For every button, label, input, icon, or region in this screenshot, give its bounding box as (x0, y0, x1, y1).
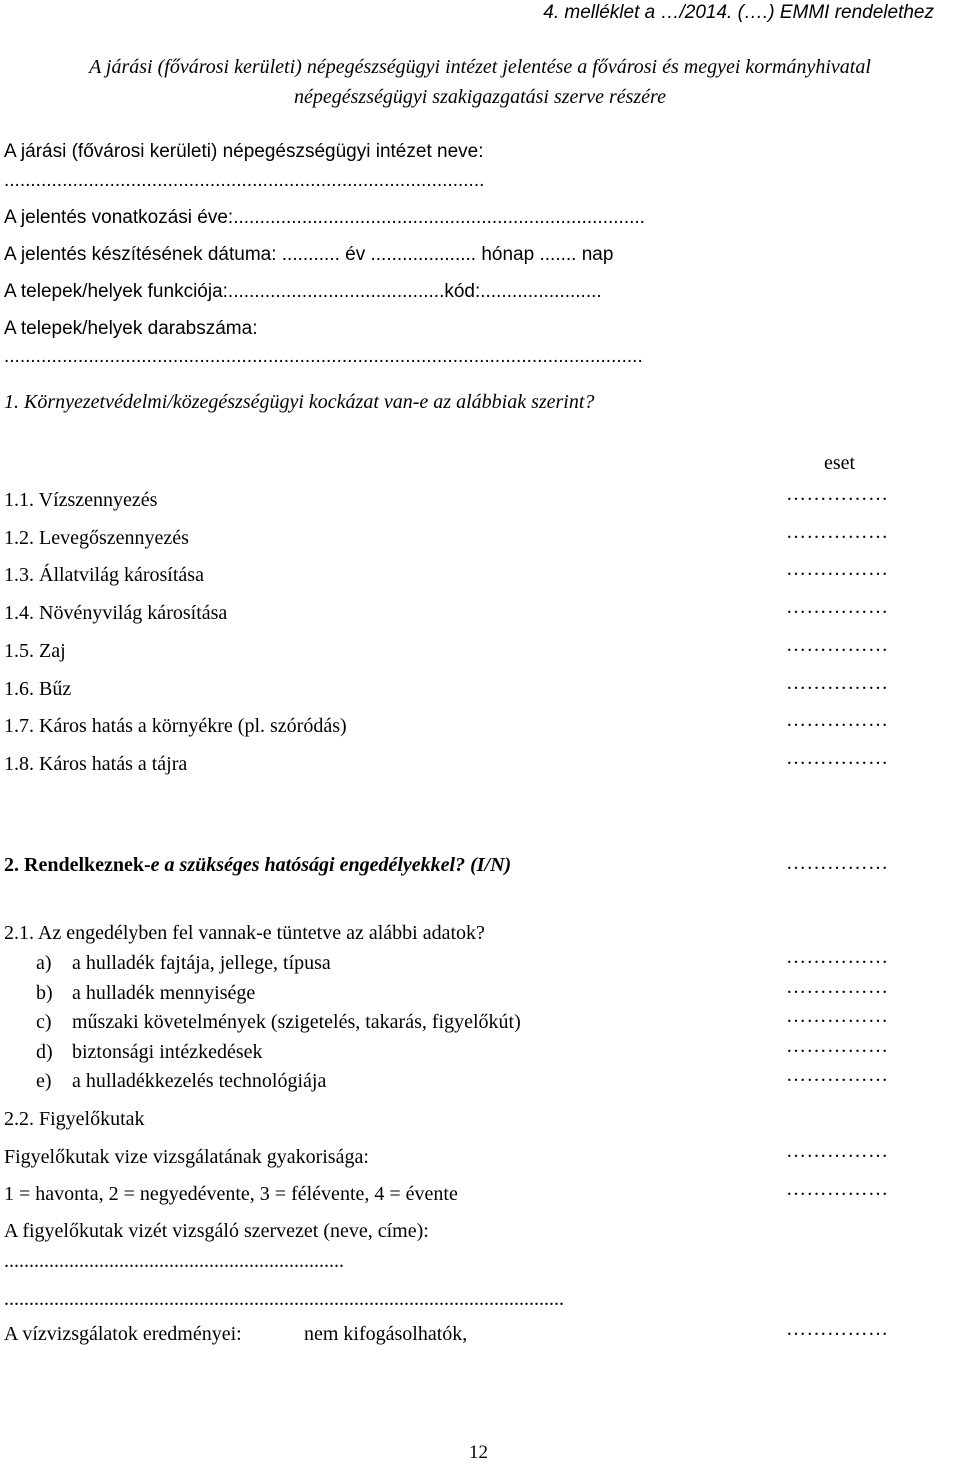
permit-item-text: műszaki követelmények (szigetelés, takarás, figyelőkút) (72, 1011, 521, 1033)
section2-title-rest: e a szükséges hatósági engedélyekkel? (I/N) (150, 854, 512, 876)
risk-item-label: 1.7. Káros hatás a környékre (pl. szóródás) (4, 715, 347, 737)
report-date-month-label: hónap (481, 244, 535, 265)
section2-title (4, 854, 511, 877)
eset-column-header: eset (824, 452, 856, 474)
risk-item-field[interactable]: …………… (786, 634, 889, 656)
report-date-month-field[interactable]: .................... (370, 244, 477, 265)
section2-title-prefix: 2. Rendelkeznek- (4, 854, 151, 876)
risk-item-field[interactable]: …………… (786, 483, 889, 505)
permit-item-letter: d) (36, 1041, 53, 1063)
risk-item-label: 1.5. Zaj (4, 640, 66, 662)
report-year-field[interactable]: A jelentés vonatkozási éve:.............................................................................. (4, 207, 645, 228)
permit-item-field[interactable]: …………… (786, 976, 889, 998)
frequency-scale-field[interactable]: …………… (786, 1178, 889, 1200)
org-label: A figyelőkutak vizét vizsgáló szervezet (neve, címe): (4, 1220, 429, 1242)
annex-header: 4. melléklet a …/2014. (….) EMMI rendelethez (543, 2, 934, 23)
risk-item-field[interactable]: …………… (786, 596, 889, 618)
risk-item-field[interactable]: …………… (786, 558, 889, 580)
report-date-year-field[interactable]: ........... (281, 244, 340, 265)
risk-item-field[interactable]: …………… (786, 521, 889, 543)
report-date-row (4, 244, 613, 266)
site-function-field[interactable]: A telepek/helyek funkciója:.........................................kód:....................... (4, 281, 602, 302)
risk-item-label: 1.4. Növényvilág károsítása (4, 602, 228, 624)
section1-title: 1. Környezetvédelmi/közegészségügyi kockázat van-e az alábbiak szerint? (4, 391, 595, 413)
section2-2-title: 2.2. Figyelőkutak (4, 1108, 145, 1130)
permit-item-field[interactable]: …………… (786, 1064, 889, 1086)
permit-item-letter: c) (36, 1011, 52, 1033)
site-count-field[interactable]: ......................................................................................................................... (4, 346, 643, 367)
permit-item-text: a hulladék fajtája, jellege, típusa (72, 952, 331, 974)
risk-item-field[interactable]: …………… (786, 672, 889, 694)
report-date-label: A jelentés készítésének dátuma: (4, 244, 277, 265)
results-label: A vízvizsgálatok eredményei: (4, 1323, 242, 1345)
frequency-label: Figyelőkutak vize vizsgálatának gyakorisága: (4, 1146, 369, 1168)
permit-item-field[interactable]: …………… (786, 946, 889, 968)
permit-item-field[interactable]: …………… (786, 1005, 889, 1027)
risk-item-field[interactable]: …………… (786, 747, 889, 769)
document-title-line2: népegészségügyi szakigazgatási szerve részére (294, 86, 666, 108)
permit-item-text: biztonsági intézkedések (72, 1041, 263, 1063)
section2-1-title: 2.1. Az engedélyben fel vannak-e tüntetve az alábbi adatok? (4, 922, 485, 944)
institute-name-field[interactable]: ........................................................................................... (4, 170, 485, 191)
org-field-line1[interactable]: .................................................................... (4, 1250, 344, 1272)
risk-item-label: 1.6. Bűz (4, 678, 72, 700)
report-date-day-field[interactable]: ....... (539, 244, 577, 265)
permit-item-letter: b) (36, 982, 53, 1004)
page-number: 12 (469, 1442, 488, 1463)
institute-name-label: A járási (fővárosi kerületi) népegészségügyi intézet neve: (4, 141, 484, 162)
section2-answer-field[interactable]: …………… (786, 852, 889, 874)
results-option: nem kifogásolhatók, (304, 1323, 468, 1345)
results-field[interactable]: …………… (786, 1318, 889, 1340)
report-date-year-label: év (345, 244, 366, 265)
site-count-label: A telepek/helyek darabszáma: (4, 318, 258, 339)
risk-item-field[interactable]: …………… (786, 709, 889, 731)
risk-item-label: 1.8. Káros hatás a tájra (4, 753, 188, 775)
frequency-field[interactable]: …………… (786, 1140, 889, 1162)
org-field-line2[interactable]: ................................................................................................................ (4, 1288, 564, 1310)
risk-item-label: 1.2. Levegőszennyezés (4, 527, 189, 549)
permit-item-text: a hulladékkezelés technológiája (72, 1070, 327, 1092)
permit-item-letter: a) (36, 952, 52, 974)
permit-item-letter: e) (36, 1070, 52, 1092)
permit-item-text: a hulladék mennyisége (72, 982, 256, 1004)
risk-item-label: 1.1. Vízszennyezés (4, 489, 158, 511)
frequency-scale: 1 = havonta, 2 = negyedévente, 3 = félévente, 4 = évente (4, 1183, 458, 1205)
permit-item-field[interactable]: …………… (786, 1035, 889, 1057)
report-date-day-label: nap (581, 244, 614, 265)
document-title-line1: A járási (fővárosi kerületi) népegészségügyi intézet jelentése a fővárosi és megyei kormányhivatal (89, 56, 871, 78)
risk-item-label: 1.3. Állatvilág károsítása (4, 564, 204, 586)
